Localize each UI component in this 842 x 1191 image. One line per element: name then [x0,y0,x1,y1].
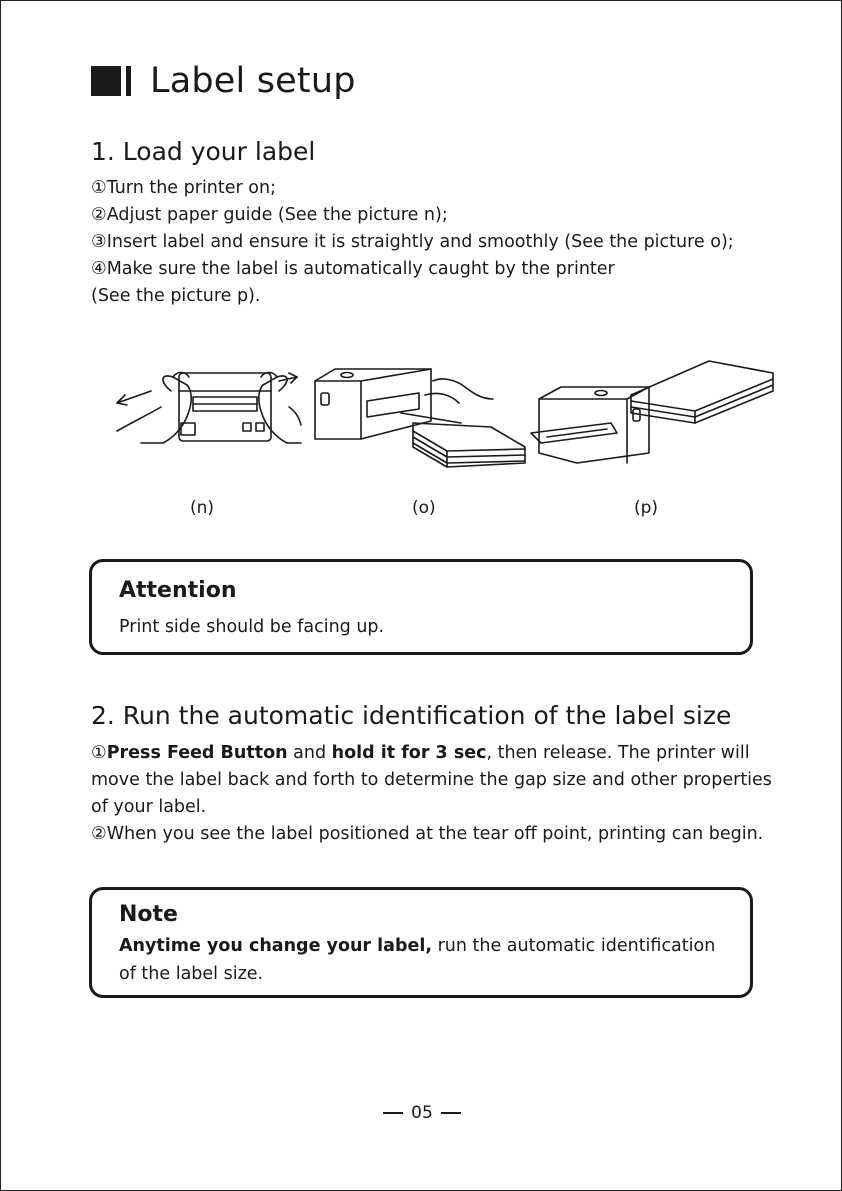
figure-p-illustration [531,361,773,463]
step1-mid: and [287,743,332,763]
note-text-line1 [119,932,715,960]
title-square-icon [91,66,121,96]
section2-step1-line3: of your label. [91,797,207,817]
footer-dash-right [441,1112,461,1114]
step-3: ③Insert label and ensure it is straightly and smoothly (See the picture o); [91,232,734,252]
caption-o: (o) [412,498,436,518]
attention-box [89,559,753,655]
note-rest-text: run the automatic identification [432,936,716,956]
caption-n: (n) [190,498,215,518]
figure-o-illustration [315,369,525,467]
step1-prefix: ① [91,743,107,763]
page-title: Label setup [150,61,356,101]
note-bold-text: Anytime you change your label, [119,936,433,956]
note-box [89,887,753,998]
step-4-continued: (See the picture p). [91,286,261,306]
page-title-row [91,61,356,101]
section2-step1-line2: move the label back and forth to determine the gap size and other properties [91,770,772,790]
attention-text: Print side should be facing up. [119,617,385,637]
attention-title: Attention [119,578,237,603]
step-2: ②Adjust paper guide (See the picture n); [91,205,448,225]
step-1: ①Turn the printer on; [91,178,276,198]
title-bar-icon [126,66,131,96]
section2-step2: ②When you see the label positioned at the tear off point, printing can begin. [91,824,764,844]
section1-heading: 1. Load your label [91,137,316,166]
page-footer [1,1103,842,1123]
hold-duration-text: hold it for 3 sec [331,743,487,763]
section2-step1-line1 [91,740,791,767]
note-title: Note [119,902,178,927]
printer-illustrations [101,351,791,481]
step-4: ④Make sure the label is automatically caught by the printer [91,259,615,279]
section1-steps [91,175,791,310]
section2-heading: 2. Run the automatic identification of the label size [91,701,732,730]
section2-steps [91,740,791,848]
page-number: 05 [411,1103,433,1123]
footer-dash-left [383,1112,403,1114]
step1-rest: , then release. The printer will [486,743,750,763]
note-text-line2: of the label size. [119,964,264,984]
caption-p: (p) [634,498,659,518]
press-feed-button-text: Press Feed Button [106,743,288,763]
figure-n-illustration [117,373,301,444]
